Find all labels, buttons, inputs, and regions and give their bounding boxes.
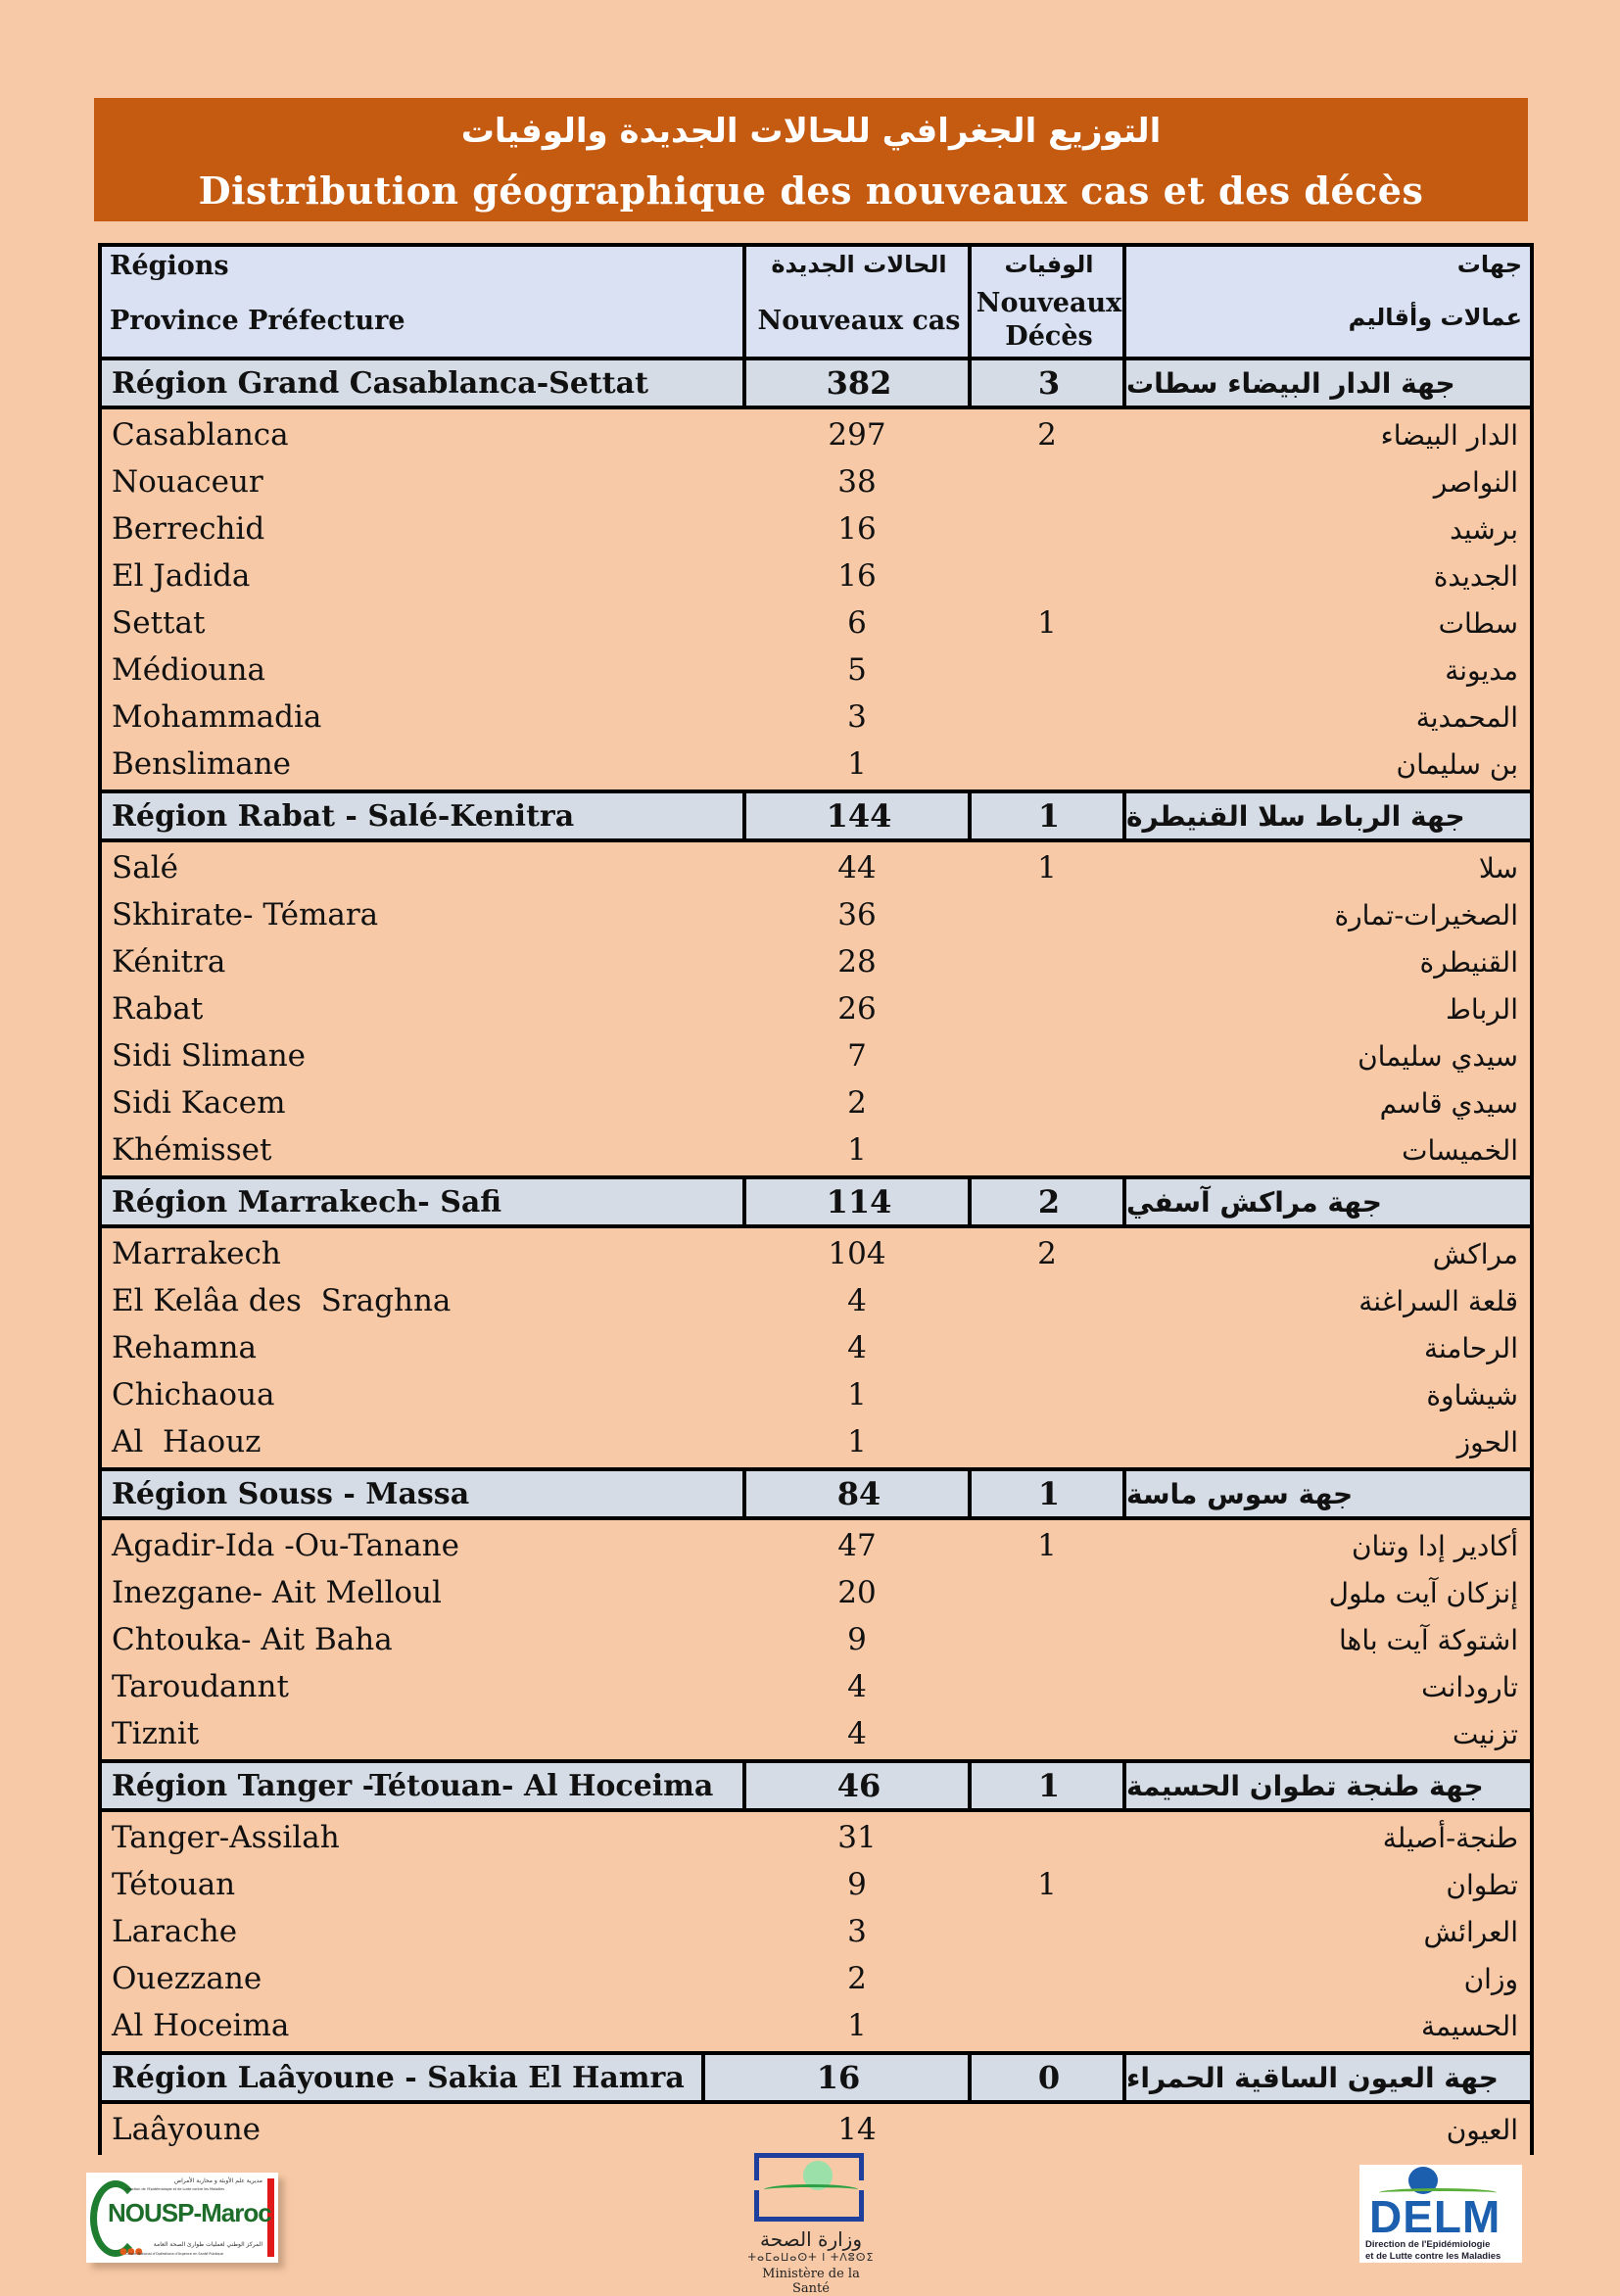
ministry-tifinagh: ⵜⴰⵎⴰⵡⴰⵙⵜ ⵏ ⵜⴷⵓⵙⵉ: [747, 2251, 875, 2264]
title-french: Distribution géographique des nouveaux cas et des décès: [198, 168, 1424, 213]
region-name-fr: Région Laâyoune - Sakia El Hamra: [112, 2060, 685, 2095]
region-cases: 84: [742, 1471, 972, 1516]
province-name-ar: مديونة: [1445, 654, 1518, 687]
province-cases: 1: [847, 1377, 867, 1412]
title-arabic: التوزيع الجغرافي للحالات الجديدة والوفيات: [460, 112, 1162, 151]
province-row: [102, 1079, 1530, 1126]
province-name-ar: طنجة-أصيلة: [1382, 1822, 1518, 1854]
province-row: [102, 1569, 1530, 1616]
province-name-fr: El Jadida: [112, 558, 251, 594]
province-name-ar: إنزكان آيت ملول: [1328, 1577, 1518, 1609]
province-name-ar: الرباط: [1446, 993, 1518, 1026]
province-name-ar: قلعة السراغنة: [1358, 1285, 1518, 1317]
province-cases: 1: [847, 746, 867, 782]
region-cases: 382: [742, 360, 972, 406]
ministry-arabic: وزارة الصحة: [760, 2227, 862, 2251]
province-name-ar: مراكش: [1432, 1238, 1518, 1270]
region-row: [102, 360, 1530, 409]
province-name-ar: الصخيرات-تمارة: [1334, 899, 1518, 932]
province-name-ar: سلا: [1478, 852, 1518, 885]
province-cases: 36: [837, 897, 877, 933]
delm-logo: [1359, 2165, 1522, 2263]
region-row: [102, 1763, 1530, 1812]
province-name-fr: Kénitra: [112, 944, 226, 980]
province-row: [102, 2002, 1530, 2049]
province-row: [102, 1616, 1530, 1663]
province-name-ar: العرائش: [1423, 1916, 1518, 1948]
delm-name: DELM: [1369, 2191, 1501, 2242]
province-name-ar: المحمدية: [1415, 701, 1518, 734]
province-row: [102, 1126, 1530, 1173]
distribution-table: [98, 243, 1534, 2155]
province-name-fr: Inezgane- Ait Melloul: [112, 1575, 442, 1610]
province-cases: 104: [828, 1236, 886, 1271]
province-name-ar: الحسيمة: [1420, 2010, 1518, 2042]
region-cases: 16: [701, 2055, 972, 2100]
region-deaths: 3: [968, 360, 1126, 406]
province-cases: 2: [847, 1085, 867, 1121]
province-cases: 297: [828, 417, 886, 453]
province-name-ar: تزنيت: [1453, 1718, 1518, 1750]
province-row: [102, 1814, 1530, 1861]
region-name-ar: جهة الدار البيضاء سطات: [1122, 360, 1530, 406]
title-banner: [94, 98, 1528, 221]
province-row: [102, 1663, 1530, 1710]
province-name-ar: سيدي قاسم: [1379, 1087, 1518, 1120]
region-cases: 46: [742, 1763, 972, 1808]
province-name-fr: Chtouka- Ait Baha: [112, 1622, 393, 1657]
nousp-name: NOUSP-Maroc: [108, 2198, 271, 2227]
province-row: [102, 646, 1530, 694]
province-cases: 4: [847, 1330, 867, 1365]
province-cases: 38: [837, 464, 877, 500]
province-name-fr: Larache: [112, 1914, 238, 1949]
province-deaths: 2: [1037, 1236, 1057, 1271]
region-deaths: 2: [968, 1179, 1126, 1224]
header-province-fr: Province Préfecture: [110, 306, 405, 336]
delm-line1: Direction de l'Epidémiologie: [1365, 2239, 1491, 2250]
province-cases: 14: [837, 2112, 877, 2147]
region-deaths: 1: [968, 793, 1126, 838]
province-name-ar: القنيطرة: [1419, 946, 1518, 979]
header-regions-fr: Régions: [110, 251, 229, 281]
province-name-fr: Mohammadia: [112, 699, 322, 735]
province-group: [102, 1228, 1530, 1471]
province-name-fr: Tiznit: [112, 1716, 200, 1751]
province-name-fr: Laâyoune: [112, 2112, 262, 2147]
province-cases: 20: [837, 1575, 877, 1610]
province-row: [102, 1861, 1530, 1908]
province-cases: 44: [837, 850, 877, 885]
nousp-ar-top: مديرية علم الأوبئة و محاربة الأمراض: [173, 2177, 262, 2184]
province-name-fr: Al Haouz: [112, 1424, 262, 1459]
region-name-fr: Région Tanger -Tétouan- Al Hoceima: [112, 1768, 714, 1803]
province-deaths: 1: [1037, 850, 1057, 885]
province-deaths: 2: [1037, 417, 1057, 453]
region-deaths: 1: [968, 1763, 1126, 1808]
province-row: [102, 599, 1530, 646]
province-group: [102, 409, 1530, 793]
province-name-ar: سيدي سليمان: [1358, 1040, 1518, 1073]
ministry-french: Ministère de la Santé: [762, 2267, 860, 2296]
region-name-fr: Région Rabat - Salé-Kenitra: [112, 798, 575, 834]
province-cases: 16: [837, 511, 877, 547]
region-name-fr: Région Grand Casablanca-Settat: [112, 365, 648, 401]
province-name-fr: Benslimane: [112, 746, 292, 782]
province-name-ar: اشتوكة آيت باها: [1339, 1624, 1518, 1656]
province-row: [102, 694, 1530, 741]
region-name-ar: جهة مراكش آسفي: [1122, 1179, 1530, 1224]
province-name-fr: Khémisset: [112, 1132, 272, 1168]
province-name-ar: الرحامنة: [1423, 1332, 1518, 1364]
province-cases: 2: [847, 1961, 867, 1996]
province-row: [102, 1955, 1530, 2002]
table-header: [102, 243, 1530, 360]
header-new-cases-ar: الحالات الجديدة: [771, 251, 947, 278]
province-name-fr: Settat: [112, 605, 206, 641]
province-cases: 9: [847, 1867, 867, 1902]
province-name-fr: Tétouan: [112, 1867, 236, 1902]
province-name-ar: الجديدة: [1433, 560, 1518, 593]
region-row: [102, 1471, 1530, 1520]
province-row: [102, 1908, 1530, 1955]
province-row: [102, 1324, 1530, 1371]
province-name-ar: برشيد: [1450, 513, 1518, 546]
header-deaths-fr-1: Nouveaux: [976, 288, 1122, 318]
province-name-ar: بن سليمان: [1396, 748, 1518, 781]
header-regions-ar: جهات: [1456, 251, 1522, 278]
province-cases: 26: [837, 991, 877, 1027]
province-deaths: 1: [1037, 1867, 1057, 1902]
region-name-ar: جهة الرباط سلا القنيطرة: [1122, 793, 1530, 838]
province-name-fr: Marrakech: [112, 1236, 281, 1271]
province-name-fr: Skhirate- Témara: [112, 897, 379, 933]
region-cases: 114: [742, 1179, 972, 1224]
province-cases: 31: [837, 1820, 877, 1855]
province-cases: 5: [847, 652, 867, 688]
region-row: [102, 1179, 1530, 1228]
province-row: [102, 505, 1530, 552]
province-group: [102, 842, 1530, 1179]
province-cases: 1: [847, 2008, 867, 2043]
province-name-fr: Al Hoceima: [112, 2008, 290, 2043]
province-name-ar: سطات: [1438, 607, 1518, 640]
province-name-fr: El Kelâa des Sraghna: [112, 1283, 452, 1318]
province-row: [102, 741, 1530, 788]
province-name-fr: Tanger-Assilah: [112, 1820, 340, 1855]
province-deaths: 1: [1037, 605, 1057, 641]
province-name-fr: Nouaceur: [112, 464, 263, 500]
province-name-fr: Rabat: [112, 991, 204, 1027]
province-row: [102, 1522, 1530, 1569]
province-deaths: 1: [1037, 1528, 1057, 1563]
nousp-fr-bottom: Centre National d'Opérations d'Urgence en Santé Publique: [125, 2252, 223, 2256]
province-cases: 28: [837, 944, 877, 980]
province-name-ar: تطوان: [1446, 1869, 1518, 1901]
province-name-fr: Agadir-Ida -Ou-Tanane: [112, 1528, 459, 1563]
province-row: [102, 938, 1530, 985]
nousp-fr-top: Direction de l'Epidémiologie et de Lutte contre les Maladies: [125, 2187, 225, 2191]
province-row: [102, 1277, 1530, 1324]
province-row: [102, 1710, 1530, 1757]
province-name-ar: العيون: [1446, 2114, 1518, 2146]
region-name-ar: جهة سوس ماسة: [1122, 1471, 1530, 1516]
province-cases: 3: [847, 699, 867, 735]
province-group: [102, 1520, 1530, 1763]
province-row: [102, 891, 1530, 938]
province-name-ar: تارودانت: [1421, 1671, 1518, 1703]
region-deaths: 0: [968, 2055, 1126, 2100]
province-cases: 9: [847, 1622, 867, 1657]
province-name-ar: شيشاوة: [1426, 1379, 1518, 1411]
province-cases: 7: [847, 1038, 867, 1074]
province-cases: 4: [847, 1669, 867, 1704]
province-name-ar: الدار البيضاء: [1380, 419, 1518, 452]
province-name-fr: Ouezzane: [112, 1961, 262, 1996]
region-name-fr: Région Marrakech- Safi: [112, 1184, 502, 1220]
province-name-ar: الحوز: [1456, 1426, 1518, 1459]
delm-line2: et de Lutte contre les Maladies: [1365, 2251, 1501, 2262]
province-cases: 1: [847, 1424, 867, 1459]
province-name-ar: وزان: [1463, 1963, 1518, 1995]
province-cases: 4: [847, 1283, 867, 1318]
province-name-fr: Chichaoua: [112, 1377, 275, 1412]
province-row: [102, 1371, 1530, 1418]
region-row: [102, 793, 1530, 842]
province-group: [102, 1812, 1530, 2055]
nousp-dots-icon: ●●●: [119, 2247, 143, 2257]
province-row: [102, 2106, 1530, 2153]
header-deaths-cell: [968, 247, 1126, 357]
header-deaths-ar: الوفيات: [1004, 251, 1094, 278]
province-row: [102, 1032, 1530, 1079]
header-regions-cell: [102, 247, 742, 357]
province-cases: 3: [847, 1914, 867, 1949]
region-name-ar: جهة العيون الساقية الحمراء: [1122, 2055, 1530, 2100]
province-row: [102, 1418, 1530, 1465]
province-name-fr: Taroudannt: [112, 1669, 289, 1704]
province-name-fr: Sidi Slimane: [112, 1038, 307, 1074]
province-row: [102, 985, 1530, 1032]
region-name-ar: جهة طنجة تطوان الحسيمة: [1122, 1763, 1530, 1808]
header-new-cases-fr: Nouveaux cas: [757, 306, 961, 336]
region-row: [102, 2055, 1530, 2104]
province-cases: 6: [847, 605, 867, 641]
province-cases: 47: [837, 1528, 877, 1563]
province-name-fr: Sidi Kacem: [112, 1085, 286, 1121]
province-name-fr: Rehamna: [112, 1330, 257, 1365]
header-arabic-cell: [1122, 247, 1530, 357]
province-row: [102, 458, 1530, 505]
province-cases: 4: [847, 1716, 867, 1751]
province-name-ar: الخميسات: [1402, 1134, 1518, 1167]
province-name-fr: Berrechid: [112, 511, 265, 547]
province-row: [102, 1230, 1530, 1277]
province-cases: 1: [847, 1132, 867, 1168]
header-province-ar: عمالات وأقاليم: [1348, 304, 1522, 331]
province-name-fr: Salé: [112, 850, 178, 885]
region-cases: 144: [742, 793, 972, 838]
header-deaths-fr-2: Décès: [1005, 321, 1093, 352]
province-name-ar: النواصر: [1433, 466, 1518, 499]
nousp-logo: [86, 2173, 278, 2263]
province-row: [102, 552, 1530, 599]
header-new-cases-cell: [742, 247, 972, 357]
province-name-fr: Casablanca: [112, 417, 289, 453]
province-name-fr: Médiouna: [112, 652, 265, 688]
region-name-fr: Région Souss - Massa: [112, 1476, 470, 1511]
province-name-ar: أكادير إدا وتنان: [1351, 1530, 1518, 1562]
ministry-logo: [742, 2147, 880, 2296]
province-row: [102, 411, 1530, 458]
province-cases: 16: [837, 558, 877, 594]
nousp-ar-bottom: المركز الوطني لعمليات طوارئ الصحة العامة: [153, 2241, 262, 2248]
region-deaths: 1: [968, 1471, 1126, 1516]
province-row: [102, 844, 1530, 891]
ministry-wave-icon: [764, 2184, 858, 2195]
